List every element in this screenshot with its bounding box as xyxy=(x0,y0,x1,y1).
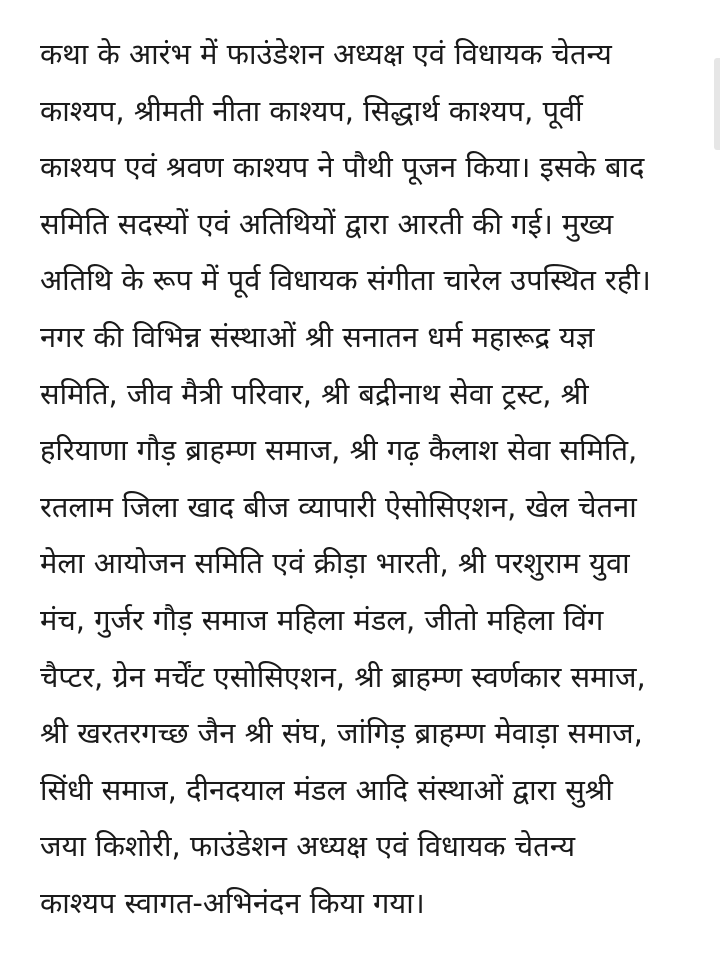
article-line: समिति सदस्यों एवं अतिथियों द्वारा आरती की गई। मुख्य xyxy=(40,206,614,241)
article-line: समिति, जीव मैत्री परिवार, श्री बद्रीनाथ सेवा ट्रस्ट, श्री xyxy=(40,376,589,411)
article-line: नगर की विभिन्न संस्थाओं श्री सनातन धर्म महारूद्र यज्ञ xyxy=(40,319,595,354)
article-line: सिंधी समाज, दीनदयाल मंडल आदि संस्थाओं द्वारा सुश्री xyxy=(40,772,613,807)
article-line: अतिथि के रूप में पूर्व विधायक संगीता चारेल उपस्थित रही। xyxy=(40,263,651,298)
article-line: काश्यप, श्रीमती नीता काश्यप, सिद्धार्थ काश्यप, पूर्वी xyxy=(40,93,583,128)
article-line: कथा के आरंभ में फाउंडेशन अध्यक्ष एवं विधायक चेतन्य xyxy=(40,37,612,71)
article-line: मेला आयोजन समिति एवं क्रीड़ा भारती, श्री परशुराम युवा xyxy=(40,546,630,581)
article-line: मंच, गुर्जर गौड़ समाज महिला मंडल, जीतो महिला विंग xyxy=(40,602,604,637)
article-line: चैप्टर, ग्रेन मर्चेंट एसोसिएशन, श्री ब्राहम्ण स्वर्णकार समाज, xyxy=(40,659,646,694)
article-line: रतलाम जिला खाद बीज व्यापारी ऐसोसिएशन, खेल चेतना xyxy=(40,489,637,524)
scrollbar-thumb[interactable] xyxy=(714,58,720,150)
article-line: हरियाणा गौड़ ब्राहम्ण समाज, श्री गढ़ कैलाश सेवा समिति, xyxy=(40,433,638,468)
article-line: जया किशोरी, फाउंडेशन अध्यक्ष एवं विधायक चेतन्य xyxy=(40,829,576,864)
article-line: काश्यप स्वागत-अभिनंदन किया गया। xyxy=(40,885,425,920)
article-line: काश्यप एवं श्रवण काश्यप ने पौथी पूजन किया। इसके बाद xyxy=(40,150,645,185)
article-body xyxy=(40,26,700,932)
article-line: श्री खरतरगच्छ जैन श्री संघ, जांगिड़ ब्राहम्ण मेवाड़ा समाज, xyxy=(40,716,643,751)
